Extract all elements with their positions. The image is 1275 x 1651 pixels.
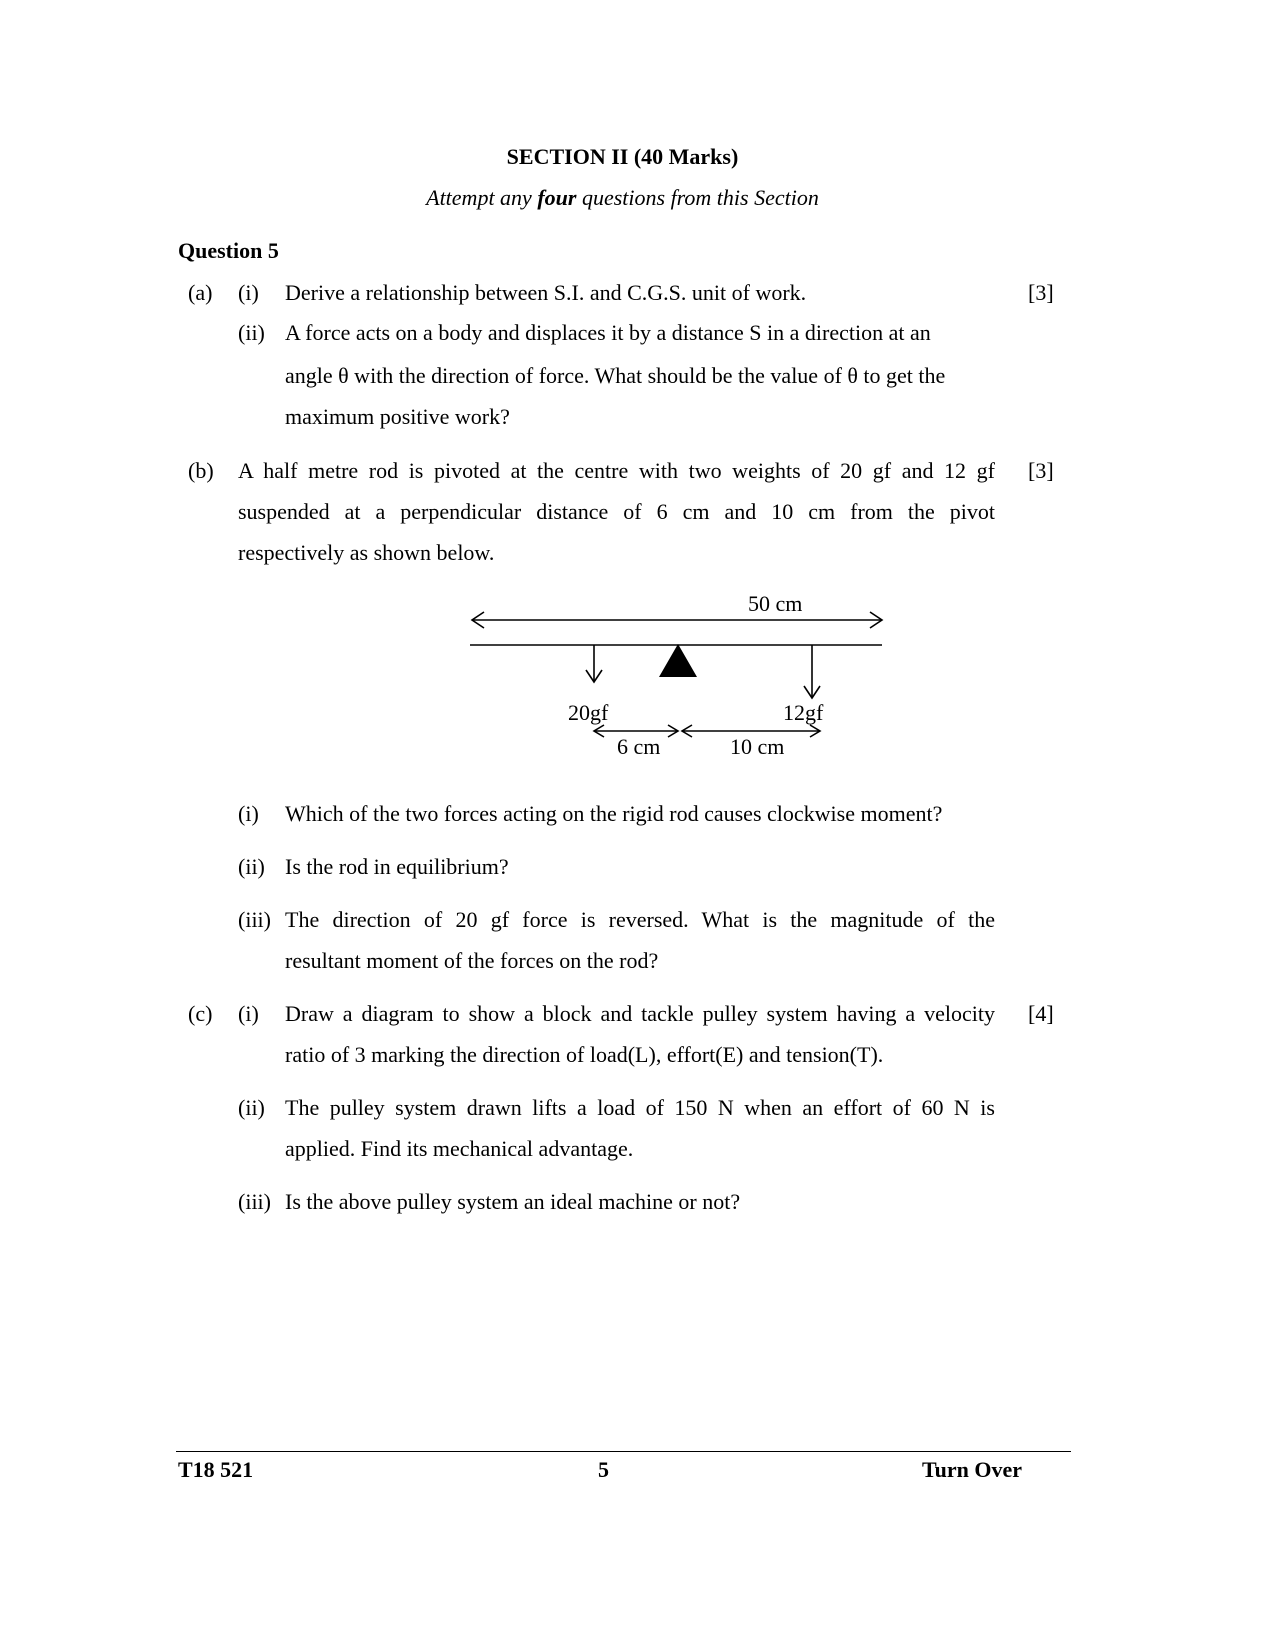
part-a-i-label: (i) <box>238 280 259 305</box>
part-b-marks: [3] <box>1028 458 1054 483</box>
right-weight-label: 12gf <box>783 700 824 725</box>
part-b-line1: A half metre rod is pivoted at the centre with two weights of 20 gf and 12 gf <box>238 458 995 483</box>
part-c-i-line1: Draw a diagram to show a block and tackle pulley system having a velocity <box>285 1001 995 1026</box>
part-c-label: (c) <box>188 1001 213 1026</box>
part-c-ii-line2: applied. Find its mechanical advantage. <box>285 1136 634 1161</box>
instruction-bold: four <box>537 185 577 210</box>
turn-over-label: Turn Over <box>922 1457 1023 1482</box>
instruction-pre: Attempt any <box>426 185 538 210</box>
part-a-marks: [3] <box>1028 280 1054 305</box>
page-number: 5 <box>598 1457 609 1482</box>
question-title: Question 5 <box>178 238 279 263</box>
part-a-ii-line2: angle θ with the direction of force. What should be the value of θ to get the <box>285 363 946 388</box>
part-a-ii-line1: A force acts on a body and displaces it by a distance S in a direction at an <box>285 320 931 345</box>
part-a-label: (a) <box>188 280 213 305</box>
part-c-iii-text: Is the above pulley system an ideal machine or not? <box>285 1189 741 1214</box>
length-label: 50 cm <box>748 591 803 616</box>
part-a-i-text: Derive a relationship between S.I. and C.G.S. unit of work. <box>285 280 807 305</box>
footer-rule <box>176 1451 1071 1452</box>
part-c-i-label: (i) <box>238 1001 259 1026</box>
right-distance-label: 10 cm <box>730 734 785 759</box>
part-b-iii-label: (iii) <box>238 907 271 932</box>
part-a-ii-line3: maximum positive work? <box>285 404 510 429</box>
part-b-line2: suspended at a perpendicular distance of 6 cm and 10 cm from the pivot <box>238 499 995 524</box>
part-a-ii-label: (ii) <box>238 320 265 345</box>
section-title: SECTION II (40 Marks) <box>506 144 739 169</box>
instruction-post: questions from this Section <box>576 185 819 210</box>
part-c-iii-label: (iii) <box>238 1189 271 1214</box>
part-b-iii-line1: The direction of 20 gf force is reversed. What is the magnitude of the <box>285 907 995 932</box>
part-c-i-line2: ratio of 3 marking the direction of load(L), effort(E) and tension(T). <box>285 1042 884 1067</box>
part-c-ii-line1: The pulley system drawn lifts a load of 150 N when an effort of 60 N is <box>285 1095 995 1120</box>
part-b-ii-label: (ii) <box>238 854 265 879</box>
part-b-iii-line2: resultant moment of the forces on the rod? <box>285 948 659 973</box>
left-weight-label: 20gf <box>568 700 609 725</box>
paper-code: T18 521 <box>178 1457 254 1482</box>
fulcrum <box>659 644 697 677</box>
part-c-marks: [4] <box>1028 1001 1054 1026</box>
part-b-i-label: (i) <box>238 801 259 826</box>
part-b-ii-text: Is the rod in equilibrium? <box>285 854 509 879</box>
part-c-ii-label: (ii) <box>238 1095 265 1120</box>
part-b-line3: respectively as shown below. <box>238 540 495 565</box>
part-b-label: (b) <box>188 458 214 483</box>
part-b-i-text: Which of the two forces acting on the rigid rod causes clockwise moment? <box>285 801 943 826</box>
left-distance-label: 6 cm <box>617 734 661 759</box>
